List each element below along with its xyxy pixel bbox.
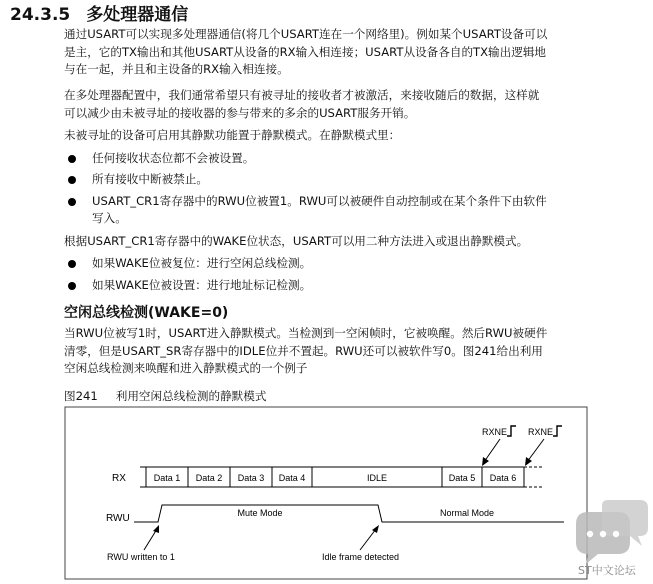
arrow-head-icon <box>372 525 379 533</box>
arrow-head-icon <box>482 457 489 466</box>
arrow-head-icon <box>525 457 532 466</box>
bullet-icon <box>68 155 76 163</box>
rxne-edge-icon <box>553 426 562 436</box>
bullet-icon <box>68 282 76 290</box>
bullet-text: 如果WAKE位被复位：进行空闲总线检测。 <box>92 256 312 270</box>
mute-mode-label: Mute Mode <box>237 508 283 518</box>
paragraph-multiprocessor <box>64 87 636 122</box>
idle-detected-arrow <box>360 529 376 550</box>
rwu-label: RWU <box>106 513 130 524</box>
rx-frame-data-6: Data 6 <box>489 473 517 483</box>
idle-detected-label: Idle frame detected <box>322 552 400 562</box>
bullet-icon <box>68 198 76 206</box>
rwu-written-label: RWU written to 1 <box>107 552 175 562</box>
text-line: 空闲总线检测来唤醒和进入静默模式的一个例子 <box>64 361 308 375</box>
figure-caption <box>64 388 266 404</box>
bullet-text: 写入。 <box>92 211 127 225</box>
text-line: 可以减少由未被寻址的接收器的参与带来的多余的USART服务开销。 <box>64 105 416 120</box>
bullet-icon <box>68 176 76 184</box>
paragraph-idle-detection <box>64 325 636 378</box>
rx-frame-data-5: Data 5 <box>448 473 476 483</box>
normal-mode-label: Normal Mode <box>439 508 495 518</box>
rxne-arrow-1 <box>484 439 500 462</box>
bullet-text: 任何接收状态位都不会被设置。 <box>92 151 255 165</box>
paragraph-intro <box>64 26 636 79</box>
rxne-label-2: RXNE <box>528 427 554 437</box>
paragraph-mute-intro: 未被寻址的设备可启用其静默功能置于静默模式。在静默模式里： <box>64 128 401 142</box>
rx-label: RX <box>112 473 126 484</box>
rx-frame-idle: IDLE <box>366 473 388 483</box>
rx-frame-data-3: Data 3 <box>237 473 265 483</box>
rx-frame-data-4: Data 4 <box>278 473 306 483</box>
figure-caption-text: 利用空闲总线检测的静默模式 <box>115 389 267 403</box>
bullet-icon <box>68 260 76 268</box>
rx-frame-data-1: Data 1 <box>153 473 181 483</box>
bullet-text: USART_CR1寄存器中的RWU位被置1。RWU可以被硬件自动控制或在某个条件下由软件 <box>92 194 547 208</box>
bullet-text: 如果WAKE位被设置：进行地址标记检测。 <box>92 278 312 292</box>
rxne-label-1: RXNE <box>482 427 508 437</box>
text-line: 当RWU位被写1时，USART进入静默模式。当检测到一空闲帧时，它被唤醒。然后RWU被硬件 <box>64 326 548 340</box>
text-line: 通过USART可以实现多处理器通信(将几个USART连在一个网络里)。例如某个USART设备可以 <box>64 27 548 41</box>
section-title: 多处理器通信 <box>86 5 189 25</box>
figure-label: 图241 <box>64 389 98 403</box>
section-number: 24.3.5 <box>10 5 71 25</box>
text-line: 是主，它的TX输出和其他USART从设备的RX输入相连接；USART从设备各自的TX输出逻辑地 <box>64 44 547 59</box>
arrow-head-icon <box>153 525 159 533</box>
text-line: 在多处理器配置中，我们通常希望只有被寻址的接收者才被激活，来接收随后的数据，这样就 <box>64 88 540 102</box>
section-heading <box>10 0 188 25</box>
rwu-signal <box>134 505 564 522</box>
timing-diagram <box>64 405 590 581</box>
watermark-text: ST中文论坛 <box>578 564 636 577</box>
rwu-written-arrow <box>144 529 157 550</box>
text-line: 清零，但是USART_SR寄存器中的IDLE位并不置起。RWU还可以被软件写0。图241给出利用 <box>64 343 543 358</box>
rxne-arrow-2 <box>527 439 544 462</box>
rxne-edge-icon <box>507 426 516 436</box>
subsection-heading: 空闲总线检测(WAKE=0) <box>64 305 229 321</box>
bullet-text: 所有接收中断被禁止。 <box>92 172 208 186</box>
text-line: 与在一起，并且和主设备的RX输入相连接。 <box>64 62 289 76</box>
paragraph-wake-modes: 根据USART_CR1寄存器中的WAKE位状态，USART可以用二种方法进入或退出静默模式。 <box>64 234 529 248</box>
rx-frame-data-2: Data 2 <box>195 473 223 483</box>
